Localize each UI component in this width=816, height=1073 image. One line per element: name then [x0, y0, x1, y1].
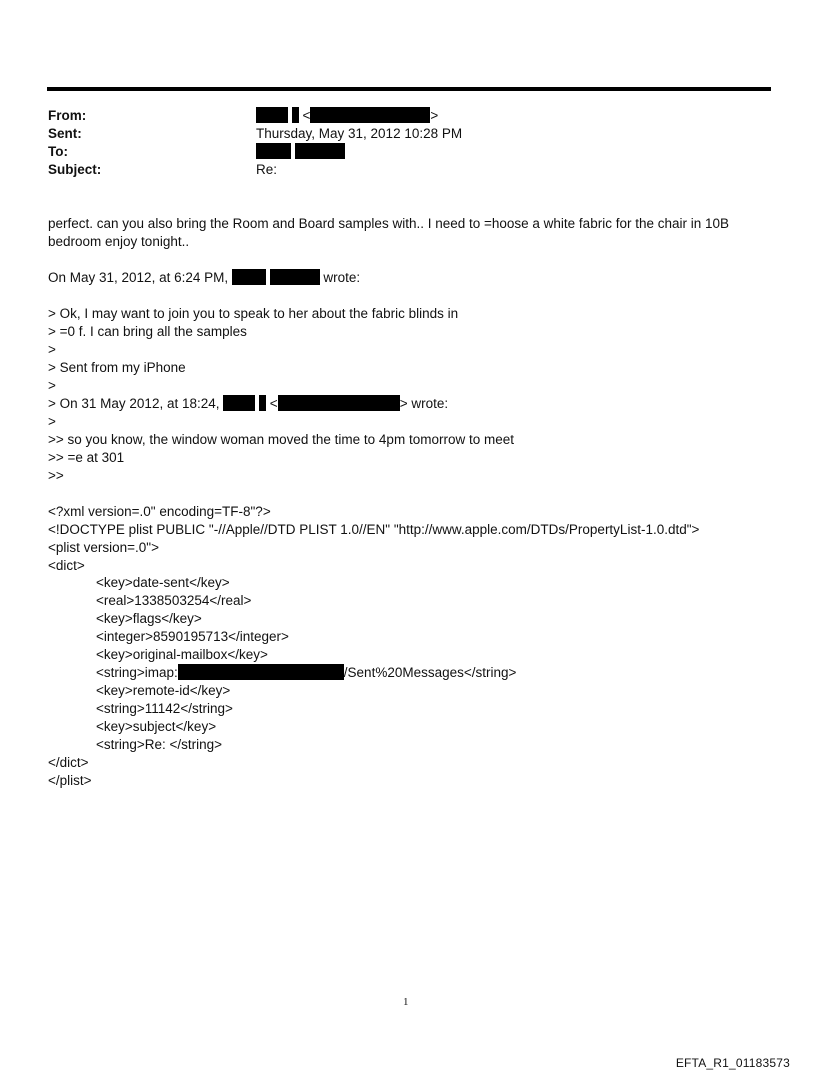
quoted-line: >> so you know, the window woman moved the time to 4pm tomorrow to meet [48, 432, 514, 447]
sent-label: Sent: [48, 126, 82, 141]
to-value [256, 143, 345, 161]
redaction-block [232, 269, 266, 285]
from-value [256, 107, 438, 125]
redaction-block [292, 107, 299, 123]
quoted-line: >> [48, 468, 64, 483]
redaction-block [278, 395, 400, 411]
plist-line: </plist> [48, 773, 92, 788]
quoted-line: > =0 f. I can bring all the samples [48, 324, 247, 339]
from-lt: < [302, 108, 311, 123]
plist-line: <string>Re: </string> [96, 737, 223, 752]
plist-line: <?xml version=.0" encoding=TF-8"?> [48, 504, 271, 519]
redaction-block [256, 107, 288, 123]
message-paragraph: perfect. can you also bring the Room and Board samples with.. I need to =hoose a white fabric for the chair in 10B bedroom enjoy tonight.. [48, 216, 730, 249]
plist-line: <key>date-sent</key> [96, 575, 230, 590]
from-label: From: [48, 108, 87, 123]
to-label: To: [48, 144, 68, 159]
quoted-line: > [48, 378, 56, 393]
plist-line: <dict> [48, 558, 85, 573]
page-number: 1 [403, 996, 409, 1008]
header-rule [47, 87, 771, 91]
from-gt: > [430, 108, 439, 123]
sent-value: Thursday, May 31, 2012 10:28 PM [256, 126, 463, 141]
plist-line: <key>flags</key> [96, 611, 202, 626]
bates-id: EFTA_R1_01183573 [675, 1056, 790, 1070]
subject-label: Subject: [48, 162, 102, 177]
plist-line: <key>remote-id</key> [96, 683, 231, 698]
redaction-block [259, 395, 266, 411]
quoted-line: > Sent from my iPhone [48, 360, 186, 375]
redaction-block [310, 107, 430, 123]
plist-line: <string>imap: /Sent%20Messages</string> [96, 665, 517, 680]
plist-line: <key>original-mailbox</key> [96, 647, 268, 662]
quoted-line: > [48, 414, 56, 429]
plist-line: <key>subject</key> [96, 719, 217, 734]
plist-line: <plist version=.0"> [48, 540, 159, 555]
redaction-block [178, 664, 344, 680]
redaction-block [295, 143, 345, 159]
quoted-line: > [48, 342, 56, 357]
plist-line: <real>1338503254</real> [96, 593, 252, 608]
plist-line: <string>11142</string> [96, 701, 233, 716]
subject-value: Re: [256, 162, 278, 177]
reply-intro: On May 31, 2012, at 6:24 PM, wrote: [48, 270, 361, 285]
plist-line: <!DOCTYPE plist PUBLIC "-//Apple//DTD PLIST 1.0//EN" "http://www.apple.com/DTDs/PropertyList-1.0.dtd"> [48, 522, 700, 537]
quoted-line: >> =e at 301 [48, 450, 125, 465]
redaction-block [223, 395, 255, 411]
plist-line: </dict> [48, 755, 89, 770]
plist-line: <integer>8590195713</integer> [96, 629, 289, 644]
quoted-line: > On 31 May 2012, at 18:24, < > wrote: [48, 396, 449, 411]
redaction-block [256, 143, 291, 159]
quoted-line: > Ok, I may want to join you to speak to her about the fabric blinds in [48, 306, 459, 321]
redaction-block [270, 269, 320, 285]
